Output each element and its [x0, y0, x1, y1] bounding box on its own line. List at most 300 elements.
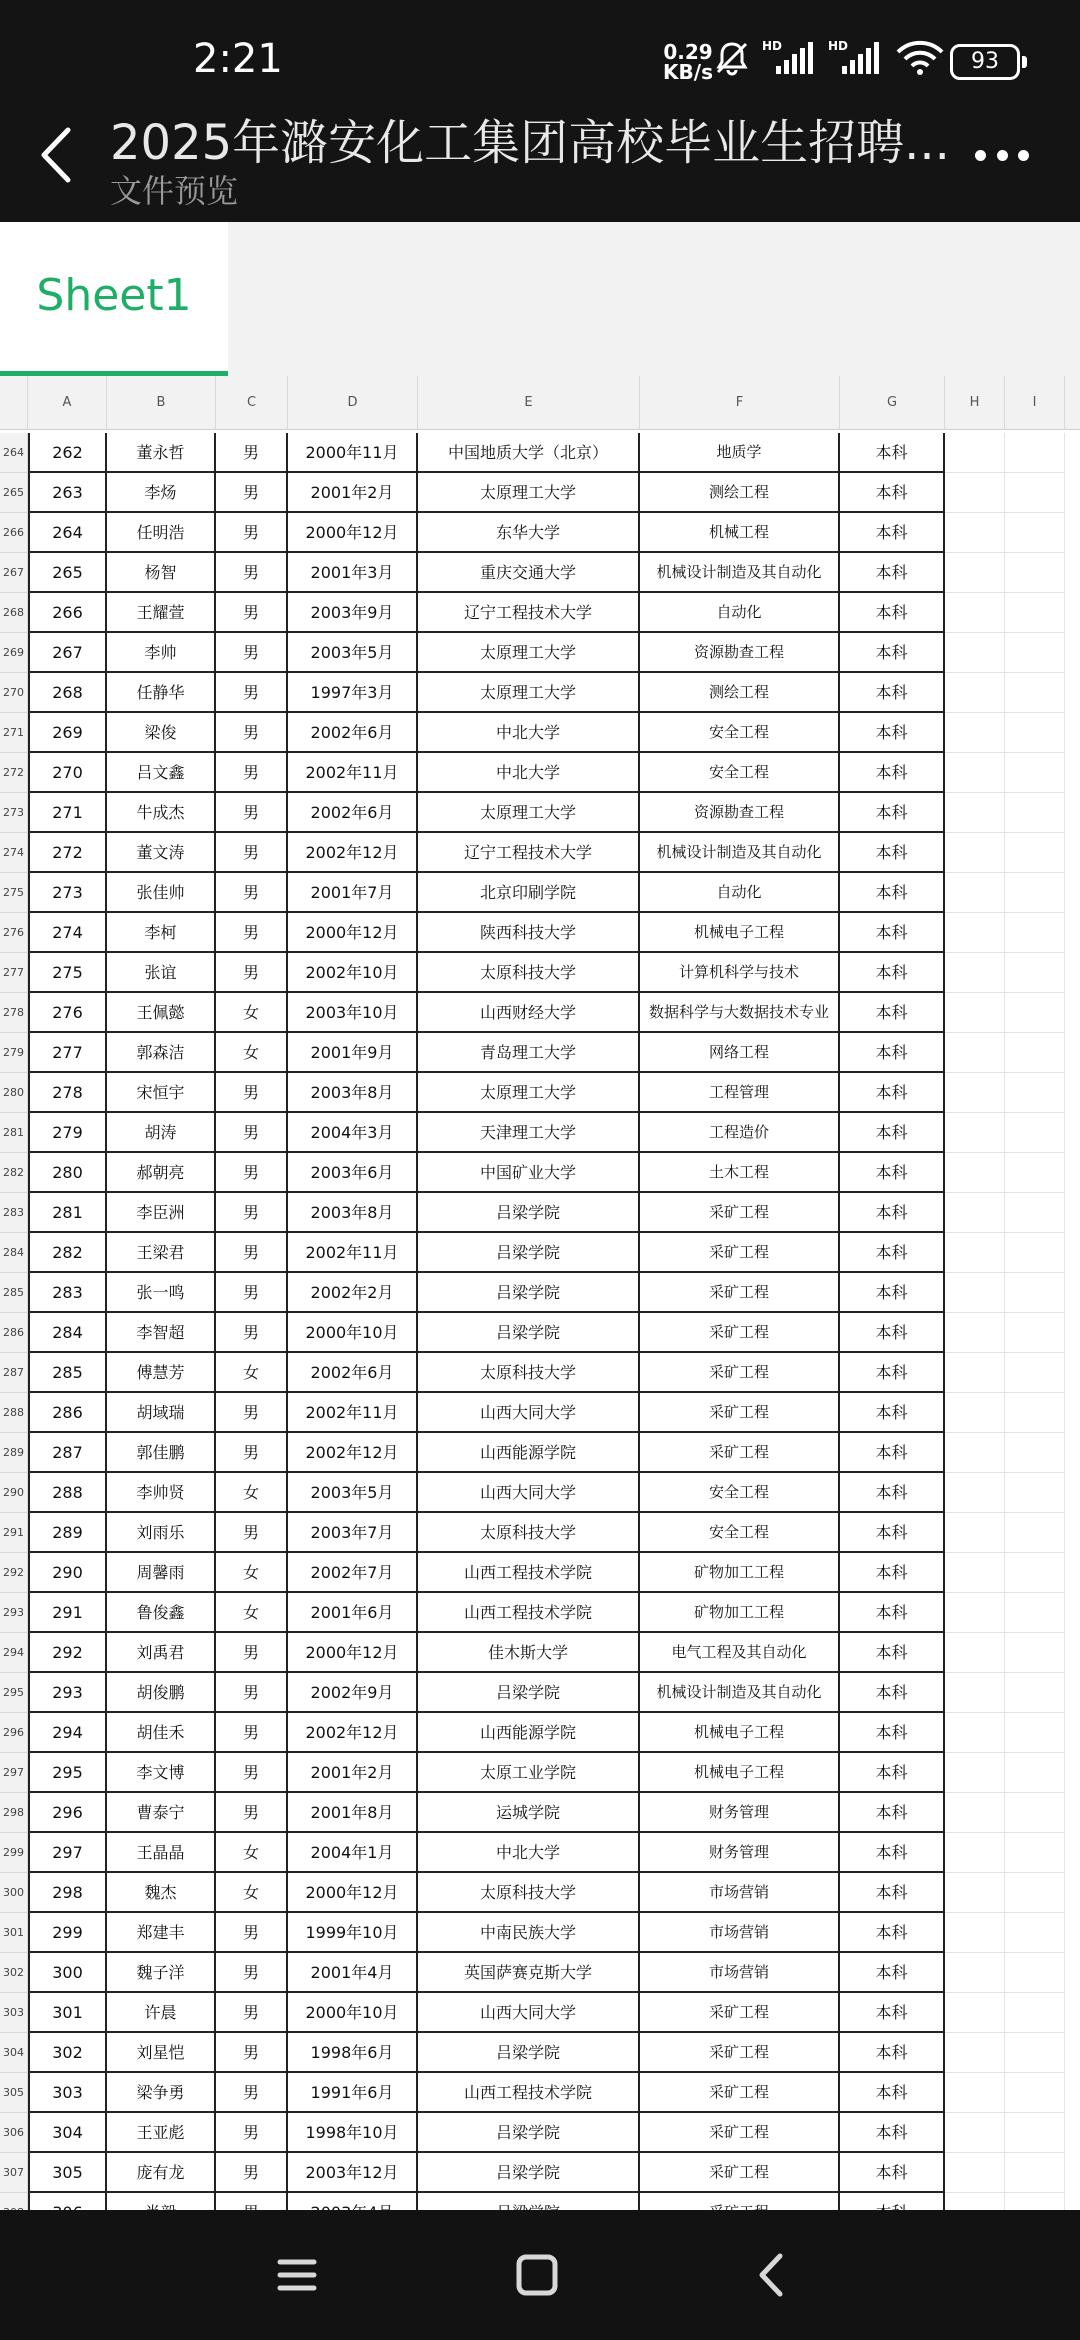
- cell-e[interactable]: 北京印刷学院: [418, 873, 640, 913]
- cell-a[interactable]: 277: [28, 1033, 107, 1073]
- cell-e[interactable]: 东华大学: [418, 513, 640, 553]
- empty-cell[interactable]: [945, 1593, 1005, 1633]
- back-button[interactable]: [30, 120, 90, 190]
- empty-cell[interactable]: [945, 953, 1005, 993]
- empty-cell[interactable]: [1005, 2073, 1065, 2113]
- cell-e[interactable]: 山西工程技术学院: [418, 1593, 640, 1633]
- row-number[interactable]: 299: [0, 1833, 28, 1873]
- cell-e[interactable]: 山西大同大学: [418, 1393, 640, 1433]
- cell-c[interactable]: 女: [216, 1033, 288, 1073]
- cell-d[interactable]: 2002年6月: [288, 793, 418, 833]
- cell-g[interactable]: 本科: [840, 1273, 945, 1313]
- cell-d[interactable]: 2001年2月: [288, 1753, 418, 1793]
- empty-cell[interactable]: [1005, 633, 1065, 673]
- row-number[interactable]: 269: [0, 633, 28, 673]
- cell-b[interactable]: 王梁君: [107, 1233, 216, 1273]
- cell-b[interactable]: 傅慧芳: [107, 1353, 216, 1393]
- cell-b[interactable]: 杨智: [107, 553, 216, 593]
- cell-a[interactable]: 294: [28, 1713, 107, 1753]
- cell-a[interactable]: 276: [28, 993, 107, 1033]
- cell-a[interactable]: 286: [28, 1393, 107, 1433]
- cell-f[interactable]: 机械电子工程: [640, 1753, 840, 1793]
- cell-e[interactable]: 吕梁学院: [418, 1273, 640, 1313]
- cell-g[interactable]: 本科: [840, 1433, 945, 1473]
- cell-e[interactable]: 太原工业学院: [418, 1753, 640, 1793]
- cell-g[interactable]: 本科: [840, 1313, 945, 1353]
- cell-f[interactable]: 测绘工程: [640, 473, 840, 513]
- cell-d[interactable]: 2000年10月: [288, 1993, 418, 2033]
- cell-e[interactable]: 吕梁学院: [418, 1193, 640, 1233]
- empty-cell[interactable]: [945, 1793, 1005, 1833]
- empty-cell[interactable]: [1005, 1113, 1065, 1153]
- empty-cell[interactable]: [1005, 1753, 1065, 1793]
- cell-b[interactable]: 张一鸣: [107, 1273, 216, 1313]
- cell-g[interactable]: 本科: [840, 633, 945, 673]
- empty-cell[interactable]: [1005, 753, 1065, 793]
- cell-f[interactable]: 工程管理: [640, 1073, 840, 1113]
- empty-cell[interactable]: [945, 713, 1005, 753]
- cell-b[interactable]: 曹泰宁: [107, 1793, 216, 1833]
- cell-b[interactable]: 董永哲: [107, 433, 216, 473]
- empty-cell[interactable]: [945, 913, 1005, 953]
- cell-b[interactable]: 魏杰: [107, 1873, 216, 1913]
- cell-e[interactable]: 英国萨赛克斯大学: [418, 1953, 640, 1993]
- cell-d[interactable]: 2002年10月: [288, 953, 418, 993]
- cell-b[interactable]: 刘禹君: [107, 1633, 216, 1673]
- empty-cell[interactable]: [945, 2033, 1005, 2073]
- cell-g[interactable]: 本科: [840, 1193, 945, 1233]
- cell-g[interactable]: 本科: [840, 1473, 945, 1513]
- empty-cell[interactable]: [945, 793, 1005, 833]
- empty-cell[interactable]: [1005, 793, 1065, 833]
- empty-cell[interactable]: [945, 673, 1005, 713]
- cell-c[interactable]: 男: [216, 1713, 288, 1753]
- empty-cell[interactable]: [945, 2153, 1005, 2193]
- cell-b[interactable]: 王晶晶: [107, 1833, 216, 1873]
- cell-c[interactable]: 女: [216, 993, 288, 1033]
- empty-cell[interactable]: [1005, 433, 1065, 473]
- cell-g[interactable]: 本科: [840, 433, 945, 473]
- column-header[interactable]: D: [288, 376, 418, 430]
- row-number[interactable]: 272: [0, 753, 28, 793]
- cell-a[interactable]: 302: [28, 2033, 107, 2073]
- column-header[interactable]: G: [840, 376, 945, 430]
- empty-cell[interactable]: [1005, 913, 1065, 953]
- cell-c[interactable]: 男: [216, 1673, 288, 1713]
- cell-f[interactable]: 财务管理: [640, 1793, 840, 1833]
- row-number[interactable]: 267: [0, 553, 28, 593]
- empty-cell[interactable]: [945, 1273, 1005, 1313]
- cell-a[interactable]: 300: [28, 1953, 107, 1993]
- empty-cell[interactable]: [945, 1833, 1005, 1873]
- cell-b[interactable]: 张佳帅: [107, 873, 216, 913]
- cell-f[interactable]: 机械设计制造及其自动化: [640, 553, 840, 593]
- empty-cell[interactable]: [945, 2073, 1005, 2113]
- empty-cell[interactable]: [1005, 1673, 1065, 1713]
- row-number[interactable]: 295: [0, 1673, 28, 1713]
- row-number[interactable]: 285: [0, 1273, 28, 1313]
- cell-e[interactable]: 青岛理工大学: [418, 1033, 640, 1073]
- cell-c[interactable]: 男: [216, 2153, 288, 2193]
- empty-cell[interactable]: [945, 1073, 1005, 1113]
- empty-cell[interactable]: [945, 1713, 1005, 1753]
- cell-f[interactable]: 数据科学与大数据技术专业: [640, 993, 840, 1033]
- cell-d[interactable]: 2002年11月: [288, 1393, 418, 1433]
- cell-f[interactable]: 资源勘查工程: [640, 633, 840, 673]
- cell-c[interactable]: 男: [216, 553, 288, 593]
- cell-g[interactable]: 本科: [840, 1913, 945, 1953]
- cell-a[interactable]: 278: [28, 1073, 107, 1113]
- cell-d[interactable]: 2001年9月: [288, 1033, 418, 1073]
- cell-d[interactable]: 2001年7月: [288, 873, 418, 913]
- cell-f[interactable]: 安全工程: [640, 1473, 840, 1513]
- cell-a[interactable]: 274: [28, 913, 107, 953]
- empty-cell[interactable]: [1005, 673, 1065, 713]
- row-number[interactable]: 274: [0, 833, 28, 873]
- empty-cell[interactable]: [1005, 513, 1065, 553]
- row-number[interactable]: 278: [0, 993, 28, 1033]
- cell-g[interactable]: 本科: [840, 1593, 945, 1633]
- empty-cell[interactable]: [945, 1113, 1005, 1153]
- cell-e[interactable]: 太原理工大学: [418, 633, 640, 673]
- cell-b[interactable]: 王佩懿: [107, 993, 216, 1033]
- empty-cell[interactable]: [1005, 1913, 1065, 1953]
- cell-b[interactable]: 李炀: [107, 473, 216, 513]
- cell-f[interactable]: 采矿工程: [640, 2153, 840, 2193]
- cell-e[interactable]: 吕梁学院: [418, 1673, 640, 1713]
- cell-g[interactable]: 本科: [840, 1353, 945, 1393]
- row-number[interactable]: 266: [0, 513, 28, 553]
- cell-f[interactable]: 采矿工程: [640, 1433, 840, 1473]
- cell-b[interactable]: 胡俊鹏: [107, 1673, 216, 1713]
- cell-a[interactable]: 303: [28, 2073, 107, 2113]
- cell-e[interactable]: 中北大学: [418, 713, 640, 753]
- cell-d[interactable]: 1998年6月: [288, 2033, 418, 2073]
- cell-d[interactable]: 2002年9月: [288, 1673, 418, 1713]
- cell-d[interactable]: 2000年10月: [288, 1313, 418, 1353]
- cell-c[interactable]: 女: [216, 1833, 288, 1873]
- cell-g[interactable]: 本科: [840, 1993, 945, 2033]
- row-number[interactable]: 286: [0, 1313, 28, 1353]
- row-number[interactable]: 265: [0, 473, 28, 513]
- empty-cell[interactable]: [1005, 1793, 1065, 1833]
- row-number[interactable]: 271: [0, 713, 28, 753]
- cell-b[interactable]: 牛成杰: [107, 793, 216, 833]
- cell-g[interactable]: 本科: [840, 513, 945, 553]
- empty-cell[interactable]: [1005, 1873, 1065, 1913]
- cell-f[interactable]: 网络工程: [640, 1033, 840, 1073]
- cell-f[interactable]: 采矿工程: [640, 1273, 840, 1313]
- cell-d[interactable]: 2000年12月: [288, 1633, 418, 1673]
- cell-d[interactable]: 2002年12月: [288, 1433, 418, 1473]
- cell-a[interactable]: 293: [28, 1673, 107, 1713]
- cell-b[interactable]: 郝朝亮: [107, 1153, 216, 1193]
- row-number[interactable]: 307: [0, 2153, 28, 2193]
- tab-sheet1[interactable]: [0, 222, 228, 376]
- cell-g[interactable]: 本科: [840, 673, 945, 713]
- cell-e[interactable]: 山西能源学院: [418, 1433, 640, 1473]
- cell-c[interactable]: 男: [216, 953, 288, 993]
- cell-g[interactable]: 本科: [840, 593, 945, 633]
- cell-d[interactable]: 2002年7月: [288, 1553, 418, 1593]
- cell-c[interactable]: 女: [216, 1473, 288, 1513]
- cell-g[interactable]: 本科: [840, 1753, 945, 1793]
- cell-c[interactable]: 男: [216, 1073, 288, 1113]
- cell-a[interactable]: 301: [28, 1993, 107, 2033]
- row-number[interactable]: 276: [0, 913, 28, 953]
- row-number[interactable]: 301: [0, 1913, 28, 1953]
- cell-d[interactable]: 2002年6月: [288, 713, 418, 753]
- cell-g[interactable]: 本科: [840, 1073, 945, 1113]
- empty-cell[interactable]: [1005, 593, 1065, 633]
- cell-c[interactable]: 男: [216, 513, 288, 553]
- cell-e[interactable]: 陕西科技大学: [418, 913, 640, 953]
- empty-cell[interactable]: [1005, 1953, 1065, 1993]
- cell-d[interactable]: 1999年10月: [288, 1913, 418, 1953]
- cell-e[interactable]: 中北大学: [418, 1833, 640, 1873]
- cell-d[interactable]: 2003年7月: [288, 1513, 418, 1553]
- empty-cell[interactable]: [1005, 1513, 1065, 1553]
- cell-g[interactable]: 本科: [840, 713, 945, 753]
- cell-a[interactable]: 275: [28, 953, 107, 993]
- cell-b[interactable]: 王亚彪: [107, 2113, 216, 2153]
- cell-c[interactable]: 男: [216, 873, 288, 913]
- cell-e[interactable]: 太原理工大学: [418, 793, 640, 833]
- empty-cell[interactable]: [945, 1633, 1005, 1673]
- empty-cell[interactable]: [1005, 1993, 1065, 2033]
- cell-d[interactable]: 1991年6月: [288, 2073, 418, 2113]
- empty-cell[interactable]: [945, 833, 1005, 873]
- empty-cell[interactable]: [945, 753, 1005, 793]
- empty-cell[interactable]: [1005, 1073, 1065, 1113]
- cell-e[interactable]: 天津理工大学: [418, 1113, 640, 1153]
- cell-b[interactable]: 郭森洁: [107, 1033, 216, 1073]
- cell-c[interactable]: 男: [216, 833, 288, 873]
- cell-c[interactable]: 男: [216, 1233, 288, 1273]
- empty-cell[interactable]: [1005, 1713, 1065, 1753]
- empty-cell[interactable]: [1005, 2153, 1065, 2193]
- cell-g[interactable]: 本科: [840, 1513, 945, 1553]
- cell-e[interactable]: 山西工程技术学院: [418, 2073, 640, 2113]
- cell-f[interactable]: 矿物加工工程: [640, 1593, 840, 1633]
- cell-c[interactable]: 男: [216, 2033, 288, 2073]
- cell-b[interactable]: 梁俊: [107, 713, 216, 753]
- cell-a[interactable]: 264: [28, 513, 107, 553]
- cell-d[interactable]: 2002年12月: [288, 833, 418, 873]
- cell-f[interactable]: 自动化: [640, 873, 840, 913]
- cell-b[interactable]: 宋恒宇: [107, 1073, 216, 1113]
- cell-c[interactable]: 男: [216, 1153, 288, 1193]
- cell-f[interactable]: 机械电子工程: [640, 1713, 840, 1753]
- row-number[interactable]: 287: [0, 1353, 28, 1393]
- cell-f[interactable]: 采矿工程: [640, 1193, 840, 1233]
- cell-g[interactable]: 本科: [840, 1833, 945, 1873]
- empty-cell[interactable]: [945, 593, 1005, 633]
- row-number[interactable]: 264: [0, 433, 28, 473]
- empty-cell[interactable]: [1005, 1633, 1065, 1673]
- empty-cell[interactable]: [945, 1353, 1005, 1393]
- empty-cell[interactable]: [945, 1553, 1005, 1593]
- cell-a[interactable]: 270: [28, 753, 107, 793]
- cell-b[interactable]: 吕文鑫: [107, 753, 216, 793]
- cell-e[interactable]: 吕梁学院: [418, 1313, 640, 1353]
- cell-f[interactable]: 计算机科学与技术: [640, 953, 840, 993]
- cell-b[interactable]: 李柯: [107, 913, 216, 953]
- row-number[interactable]: 302: [0, 1953, 28, 1993]
- empty-cell[interactable]: [1005, 1313, 1065, 1353]
- cell-b[interactable]: 许晨: [107, 1993, 216, 2033]
- cell-e[interactable]: 吕梁学院: [418, 2033, 640, 2073]
- cell-c[interactable]: 男: [216, 1793, 288, 1833]
- column-header[interactable]: C: [216, 376, 288, 430]
- empty-cell[interactable]: [1005, 1273, 1065, 1313]
- cell-a[interactable]: 280: [28, 1153, 107, 1193]
- empty-cell[interactable]: [945, 1153, 1005, 1193]
- row-number[interactable]: 282: [0, 1153, 28, 1193]
- cell-c[interactable]: 男: [216, 1513, 288, 1553]
- cell-d[interactable]: 2003年12月: [288, 2153, 418, 2193]
- empty-cell[interactable]: [1005, 553, 1065, 593]
- cell-f[interactable]: 采矿工程: [640, 1313, 840, 1353]
- cell-a[interactable]: 291: [28, 1593, 107, 1633]
- cell-b[interactable]: 刘雨乐: [107, 1513, 216, 1553]
- empty-cell[interactable]: [1005, 473, 1065, 513]
- cell-d[interactable]: 2001年8月: [288, 1793, 418, 1833]
- cell-g[interactable]: 本科: [840, 1713, 945, 1753]
- cell-d[interactable]: 2000年12月: [288, 513, 418, 553]
- cell-a[interactable]: 266: [28, 593, 107, 633]
- cell-a[interactable]: 282: [28, 1233, 107, 1273]
- row-number[interactable]: 289: [0, 1433, 28, 1473]
- cell-d[interactable]: 2001年6月: [288, 1593, 418, 1633]
- cell-a[interactable]: 295: [28, 1753, 107, 1793]
- cell-b[interactable]: 鲁俊鑫: [107, 1593, 216, 1633]
- empty-cell[interactable]: [1005, 1193, 1065, 1233]
- cell-b[interactable]: 李文博: [107, 1753, 216, 1793]
- cell-e[interactable]: 佳木斯大学: [418, 1633, 640, 1673]
- cell-a[interactable]: 305: [28, 2153, 107, 2193]
- cell-g[interactable]: 本科: [840, 1113, 945, 1153]
- cell-e[interactable]: 运城学院: [418, 1793, 640, 1833]
- empty-cell[interactable]: [1005, 1473, 1065, 1513]
- empty-cell[interactable]: [945, 2113, 1005, 2153]
- cell-a[interactable]: 297: [28, 1833, 107, 1873]
- cell-a[interactable]: 265: [28, 553, 107, 593]
- cell-g[interactable]: 本科: [840, 2153, 945, 2193]
- cell-b[interactable]: 梁争勇: [107, 2073, 216, 2113]
- row-number[interactable]: 291: [0, 1513, 28, 1553]
- cell-f[interactable]: 安全工程: [640, 713, 840, 753]
- cell-f[interactable]: 机械设计制造及其自动化: [640, 1673, 840, 1713]
- cell-a[interactable]: 284: [28, 1313, 107, 1353]
- cell-d[interactable]: 2002年2月: [288, 1273, 418, 1313]
- cell-a[interactable]: 272: [28, 833, 107, 873]
- cell-f[interactable]: 工程造价: [640, 1113, 840, 1153]
- cell-g[interactable]: 本科: [840, 793, 945, 833]
- cell-g[interactable]: 本科: [840, 1233, 945, 1273]
- cell-d[interactable]: 2003年8月: [288, 1193, 418, 1233]
- cell-b[interactable]: 任静华: [107, 673, 216, 713]
- cell-a[interactable]: 285: [28, 1353, 107, 1393]
- cell-c[interactable]: 男: [216, 1273, 288, 1313]
- cell-e[interactable]: 太原科技大学: [418, 1513, 640, 1553]
- cell-b[interactable]: 任明浩: [107, 513, 216, 553]
- cell-a[interactable]: 290: [28, 1553, 107, 1593]
- cell-c[interactable]: 女: [216, 1593, 288, 1633]
- cell-a[interactable]: 279: [28, 1113, 107, 1153]
- cell-f[interactable]: 市场营销: [640, 1953, 840, 1993]
- row-number[interactable]: 306: [0, 2113, 28, 2153]
- cell-g[interactable]: 本科: [840, 473, 945, 513]
- cell-g[interactable]: 本科: [840, 553, 945, 593]
- spreadsheet[interactable]: [0, 376, 1080, 2210]
- cell-a[interactable]: 268: [28, 673, 107, 713]
- cell-f[interactable]: 市场营销: [640, 1873, 840, 1913]
- cell-g[interactable]: 本科: [840, 1153, 945, 1193]
- cell-d[interactable]: 1997年3月: [288, 673, 418, 713]
- cell-a[interactable]: 263: [28, 473, 107, 513]
- cell-d[interactable]: 2002年11月: [288, 753, 418, 793]
- cell-b[interactable]: 魏子洋: [107, 1953, 216, 1993]
- cell-f[interactable]: 地质学: [640, 433, 840, 473]
- empty-cell[interactable]: [945, 1393, 1005, 1433]
- cell-c[interactable]: 女: [216, 1353, 288, 1393]
- cell-e[interactable]: 辽宁工程技术大学: [418, 593, 640, 633]
- cell-g[interactable]: 本科: [840, 873, 945, 913]
- empty-cell[interactable]: [945, 1873, 1005, 1913]
- cell-c[interactable]: 男: [216, 593, 288, 633]
- cell-b[interactable]: 张谊: [107, 953, 216, 993]
- cell-g[interactable]: 本科: [840, 993, 945, 1033]
- cell-b[interactable]: 李帅: [107, 633, 216, 673]
- cell-e[interactable]: 山西财经大学: [418, 993, 640, 1033]
- column-header[interactable]: I: [1005, 376, 1065, 430]
- row-number[interactable]: 288: [0, 1393, 28, 1433]
- cell-a[interactable]: 292: [28, 1633, 107, 1673]
- empty-cell[interactable]: [1005, 1353, 1065, 1393]
- empty-cell[interactable]: [945, 1433, 1005, 1473]
- cell-f[interactable]: 机械设计制造及其自动化: [640, 833, 840, 873]
- cell-g[interactable]: 本科: [840, 833, 945, 873]
- cell-d[interactable]: 2003年9月: [288, 593, 418, 633]
- cell-g[interactable]: 本科: [840, 1793, 945, 1833]
- cell-a[interactable]: 289: [28, 1513, 107, 1553]
- cell-c[interactable]: 男: [216, 2073, 288, 2113]
- empty-cell[interactable]: [1005, 873, 1065, 913]
- empty-cell[interactable]: [1005, 953, 1065, 993]
- cell-a[interactable]: 262: [28, 433, 107, 473]
- cell-g[interactable]: 本科: [840, 1633, 945, 1673]
- cell-f[interactable]: 土木工程: [640, 1153, 840, 1193]
- empty-cell[interactable]: [945, 433, 1005, 473]
- cell-c[interactable]: 男: [216, 913, 288, 953]
- row-number[interactable]: 294: [0, 1633, 28, 1673]
- cell-f[interactable]: 采矿工程: [640, 1993, 840, 2033]
- cell-d[interactable]: 2000年12月: [288, 913, 418, 953]
- cell-b[interactable]: 李智超: [107, 1313, 216, 1353]
- row-number[interactable]: 268: [0, 593, 28, 633]
- cell-f[interactable]: 资源勘查工程: [640, 793, 840, 833]
- cell-g[interactable]: 本科: [840, 1673, 945, 1713]
- empty-cell[interactable]: [945, 993, 1005, 1033]
- cell-d[interactable]: 2004年3月: [288, 1113, 418, 1153]
- empty-cell[interactable]: [945, 1673, 1005, 1713]
- cell-e[interactable]: 山西大同大学: [418, 1993, 640, 2033]
- cell-e[interactable]: 中北大学: [418, 753, 640, 793]
- row-number[interactable]: 292: [0, 1553, 28, 1593]
- cell-g[interactable]: 本科: [840, 913, 945, 953]
- cell-g[interactable]: 本科: [840, 1553, 945, 1593]
